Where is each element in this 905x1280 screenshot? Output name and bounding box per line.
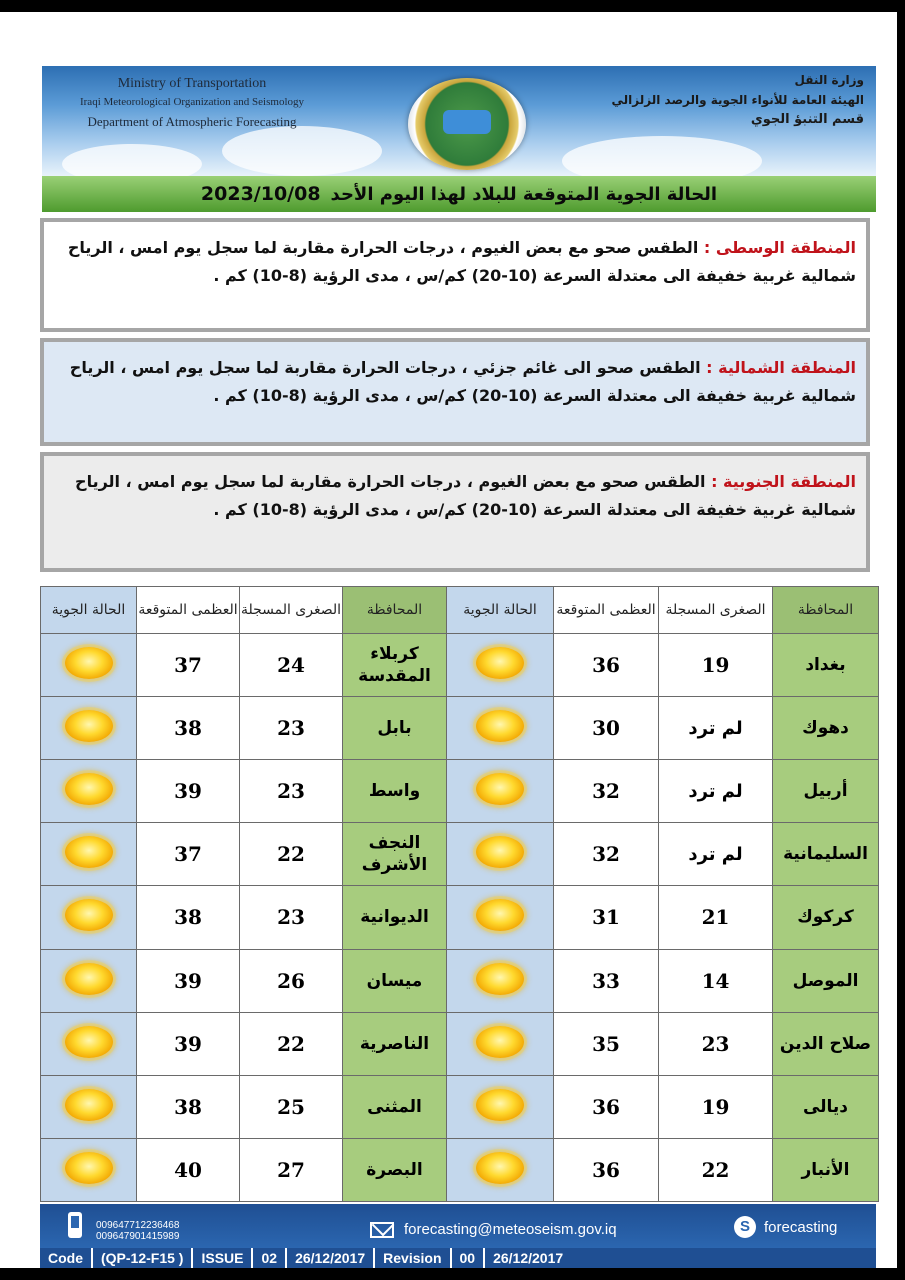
department-name-ar: قسم التنبؤ الجوي bbox=[750, 112, 864, 127]
sunny-icon bbox=[476, 1152, 524, 1184]
max-temp-cell: 38 bbox=[137, 697, 240, 760]
issue-label: ISSUE bbox=[193, 1248, 253, 1268]
weather-cell bbox=[41, 1012, 137, 1075]
department-name-en: Department of Atmospheric Forecasting bbox=[87, 114, 297, 129]
region-central bbox=[40, 218, 870, 332]
region-forecast-text: الطقس صحو مع بعض الغيوم ، درجات الحرارة مقاربة لما سجل يوم امس ، الرياح شمالية غربية خفيفة الى معتدلة السرعة (10-20) كم/س ، مدى الرؤية (8-10) كم . bbox=[75, 472, 856, 519]
revision-label: Revision bbox=[375, 1248, 451, 1268]
bottom-border bbox=[0, 1268, 905, 1280]
weather-cell bbox=[447, 1138, 554, 1201]
min-temp-cell: 22 bbox=[659, 1138, 773, 1201]
right-border bbox=[897, 0, 905, 1280]
sunny-icon bbox=[476, 1089, 524, 1121]
cloud-decoration bbox=[62, 144, 202, 176]
weather-cell bbox=[447, 949, 554, 1012]
title-date: 2023/10/08 bbox=[200, 183, 321, 205]
top-border bbox=[0, 0, 905, 12]
governorate-cell: الموصل bbox=[773, 949, 879, 1012]
max-temp-cell: 37 bbox=[137, 634, 240, 697]
governorate-cell: النجف الأشرف bbox=[343, 823, 447, 886]
weather-cell bbox=[41, 1138, 137, 1201]
skype-icon: S bbox=[734, 1216, 756, 1238]
max-temp-cell: 32 bbox=[554, 823, 659, 886]
min-temp-cell: 23 bbox=[240, 886, 343, 949]
max-temp-cell: 38 bbox=[137, 1075, 240, 1138]
weather-cell bbox=[41, 697, 137, 760]
governorate-cell: صلاح الدين bbox=[773, 1012, 879, 1075]
governorate-cell: السليمانية bbox=[773, 823, 879, 886]
organization-logo bbox=[408, 78, 526, 170]
organization-name-ar: الهيئة العامة للأنواء الجوية والرصد الزلزالي bbox=[611, 93, 864, 107]
weather-cell bbox=[447, 1075, 554, 1138]
governorate-cell: كركوك bbox=[773, 886, 879, 949]
weather-cell bbox=[447, 760, 554, 823]
min-temp-cell: لم ترد bbox=[659, 697, 773, 760]
cloud-decoration bbox=[562, 136, 762, 176]
min-temp-cell: 25 bbox=[240, 1075, 343, 1138]
min-temp-cell: لم ترد bbox=[659, 823, 773, 886]
min-temp-cell: 23 bbox=[240, 697, 343, 760]
min-temp-cell: 19 bbox=[659, 1075, 773, 1138]
sunny-icon bbox=[476, 1026, 524, 1058]
table-header-row bbox=[41, 587, 879, 634]
sunny-icon bbox=[65, 1089, 113, 1121]
phone-icon bbox=[68, 1212, 82, 1238]
sunny-icon bbox=[476, 836, 524, 868]
issue-date: 26/12/2017 bbox=[287, 1248, 375, 1268]
email-link[interactable]: forecasting@meteoseism.gov.iq bbox=[404, 1221, 617, 1238]
weather-cell bbox=[41, 634, 137, 697]
sunny-icon bbox=[65, 963, 113, 995]
organization-name-en: Iraqi Meteorological Organization and Seismology bbox=[79, 96, 305, 108]
sunny-icon bbox=[65, 773, 113, 805]
min-temp-cell: 21 bbox=[659, 886, 773, 949]
weather-cell bbox=[447, 697, 554, 760]
table-row bbox=[41, 1075, 879, 1138]
sunny-icon bbox=[476, 963, 524, 995]
skype-handle[interactable]: forecasting bbox=[764, 1219, 838, 1236]
sunny-icon bbox=[476, 899, 524, 931]
max-temp-cell: 37 bbox=[137, 823, 240, 886]
document-code-bar bbox=[40, 1248, 876, 1268]
governorate-cell: كربلاء المقدسة bbox=[343, 634, 447, 697]
region-label: المنطقة الجنوبية : bbox=[711, 472, 856, 491]
min-temp-cell: 19 bbox=[659, 634, 773, 697]
governorate-cell: أربيل bbox=[773, 760, 879, 823]
header-min-temp: الصغرى المسجلة bbox=[659, 587, 773, 634]
code-label: Code bbox=[40, 1248, 93, 1268]
table-row bbox=[41, 1138, 879, 1201]
cloud-decoration bbox=[222, 126, 382, 176]
min-temp-cell: 22 bbox=[240, 823, 343, 886]
max-temp-cell: 35 bbox=[554, 1012, 659, 1075]
table-row bbox=[41, 886, 879, 949]
region-forecast-text: الطقس صحو مع بعض الغيوم ، درجات الحرارة مقاربة لما سجل يوم امس ، الرياح شمالية غربية خفيفة الى معتدلة السرعة (10-20) كم/س ، مدى الرؤية (8-10) كم . bbox=[67, 238, 856, 285]
sunny-icon bbox=[476, 773, 524, 805]
max-temp-cell: 39 bbox=[137, 1012, 240, 1075]
header-max-temp: العظمى المتوقعة bbox=[554, 587, 659, 634]
max-temp-cell: 31 bbox=[554, 886, 659, 949]
weather-cell bbox=[447, 1012, 554, 1075]
table-row bbox=[41, 949, 879, 1012]
max-temp-cell: 32 bbox=[554, 760, 659, 823]
header-weather: الحالة الجوية bbox=[41, 587, 137, 634]
header-weather: الحالة الجوية bbox=[447, 587, 554, 634]
max-temp-cell: 30 bbox=[554, 697, 659, 760]
weather-cell bbox=[447, 634, 554, 697]
governorate-cell: المثنى bbox=[343, 1075, 447, 1138]
max-temp-cell: 36 bbox=[554, 634, 659, 697]
region-label: المنطقة الشمالية : bbox=[706, 358, 856, 377]
table-row bbox=[41, 823, 879, 886]
mail-icon bbox=[370, 1222, 394, 1238]
header-governorate: المحافظة bbox=[343, 587, 447, 634]
title-text: الحالة الجوية المتوقعة للبلاد لهذا اليوم الأحد bbox=[330, 183, 718, 205]
max-temp-cell: 39 bbox=[137, 949, 240, 1012]
sunny-icon bbox=[476, 647, 524, 679]
max-temp-cell: 38 bbox=[137, 886, 240, 949]
min-temp-cell: 24 bbox=[240, 634, 343, 697]
max-temp-cell: 36 bbox=[554, 1075, 659, 1138]
phone-number: 009647712236468 bbox=[96, 1220, 180, 1231]
region-label: المنطقة الوسطى : bbox=[703, 238, 856, 257]
weather-cell bbox=[447, 823, 554, 886]
ministry-name-ar: وزارة النقل bbox=[794, 73, 864, 87]
table-row bbox=[41, 697, 879, 760]
logo-emblem-icon bbox=[443, 110, 491, 134]
issue-number: 02 bbox=[253, 1248, 287, 1268]
weather-cell bbox=[41, 1075, 137, 1138]
max-temp-cell: 39 bbox=[137, 760, 240, 823]
sunny-icon bbox=[65, 899, 113, 931]
weather-cell bbox=[41, 760, 137, 823]
min-temp-cell: 26 bbox=[240, 949, 343, 1012]
header-governorate: المحافظة bbox=[773, 587, 879, 634]
governorate-cell: دهوك bbox=[773, 697, 879, 760]
governorate-cell: الديوانية bbox=[343, 886, 447, 949]
revision-number: 00 bbox=[452, 1248, 486, 1268]
header-arabic bbox=[594, 70, 864, 130]
weather-cell bbox=[41, 823, 137, 886]
governorate-cell: بابل bbox=[343, 697, 447, 760]
sunny-icon bbox=[65, 1152, 113, 1184]
page-title bbox=[42, 176, 876, 212]
max-temp-cell: 33 bbox=[554, 949, 659, 1012]
sunny-icon bbox=[65, 710, 113, 742]
phone-number: 009647901415989 bbox=[96, 1231, 180, 1242]
weather-cell bbox=[41, 949, 137, 1012]
region-forecast-text: الطقس صحو الى غائم جزئي ، درجات الحرارة مقاربة لما سجل يوم امس ، الرياح شمالية غربية خفيفة الى معتدلة السرعة (10-20) كم/س ، مدى الرؤية (8-10) كم . bbox=[69, 358, 856, 405]
min-temp-cell: 23 bbox=[659, 1012, 773, 1075]
min-temp-cell: لم ترد bbox=[659, 760, 773, 823]
min-temp-cell: 14 bbox=[659, 949, 773, 1012]
max-temp-cell: 36 bbox=[554, 1138, 659, 1201]
table-row bbox=[41, 634, 879, 697]
min-temp-cell: 27 bbox=[240, 1138, 343, 1201]
region-south bbox=[40, 452, 870, 572]
weather-cell bbox=[447, 886, 554, 949]
governorate-cell: البصرة bbox=[343, 1138, 447, 1201]
phone-numbers bbox=[96, 1220, 179, 1242]
code-value: (QP-12-F15 ) bbox=[93, 1248, 193, 1268]
header-min-temp: الصغرى المسجلة bbox=[240, 587, 343, 634]
sunny-icon bbox=[65, 647, 113, 679]
table-row bbox=[41, 1012, 879, 1075]
min-temp-cell: 22 bbox=[240, 1012, 343, 1075]
governorate-cell: ميسان bbox=[343, 949, 447, 1012]
header-max-temp: العظمى المتوقعة bbox=[137, 587, 240, 634]
forecast-table bbox=[40, 586, 879, 1202]
sunny-icon bbox=[65, 1026, 113, 1058]
revision-date: 26/12/2017 bbox=[493, 1250, 564, 1266]
title-bar bbox=[42, 176, 876, 212]
governorate-cell: الناصرية bbox=[343, 1012, 447, 1075]
header-banner bbox=[42, 66, 876, 176]
min-temp-cell: 23 bbox=[240, 760, 343, 823]
governorate-cell: ديالى bbox=[773, 1075, 879, 1138]
table-row bbox=[41, 760, 879, 823]
sunny-icon bbox=[476, 710, 524, 742]
max-temp-cell: 40 bbox=[137, 1138, 240, 1201]
region-north bbox=[40, 338, 870, 446]
footer-contact-bar bbox=[40, 1204, 876, 1248]
weather-cell bbox=[41, 886, 137, 949]
governorate-cell: الأنبار bbox=[773, 1138, 879, 1201]
sunny-icon bbox=[65, 836, 113, 868]
governorate-cell: بغداد bbox=[773, 634, 879, 697]
ministry-name-en: Ministry of Transportation bbox=[117, 76, 267, 91]
header-english bbox=[42, 74, 342, 131]
governorate-cell: واسط bbox=[343, 760, 447, 823]
